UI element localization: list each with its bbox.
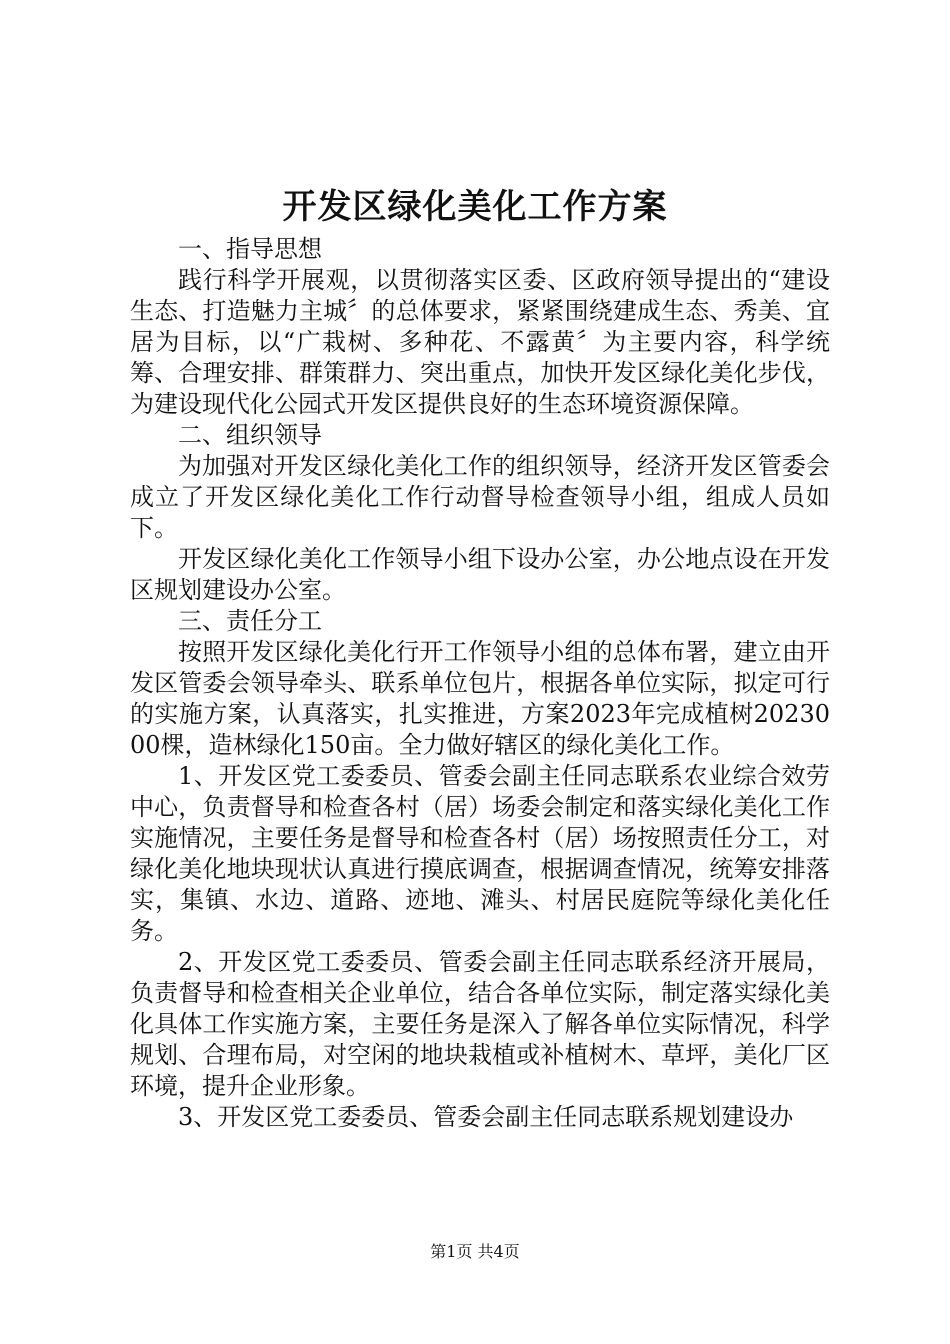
document-title: 开发区绿化美化工作方案 bbox=[282, 187, 668, 227]
list-item: 2、开发区党工委委员、管委会副主任同志联系经济开展局，负责督导和检查相关企业单位，结合各单位实际，制定落实绿化美化具体工作实施方案，主要任务是深入了解各单位实际情况，科学规划、合理布局，对空闲的地块栽植或补植树木、草坪，美化厂区环境，提升企业形象。 bbox=[130, 948, 830, 1100]
section-heading: 一、指导思想 bbox=[178, 235, 322, 263]
list-item: 3、开发区党工委委员、管委会副主任同志联系规划建设办 bbox=[178, 1103, 794, 1131]
paragraph: 开发区绿化美化工作领导小组下设办公室，办公地点设在开发区规划建设办公室。 bbox=[130, 545, 830, 604]
paragraph: 按照开发区绿化美化行开工作领导小组的总体布署，建立由开发区管委会领导牵头、联系单位包片，根据各单位实际，拟定可行的实施方案，认真落实，扎实推进，方案2023年完成植树2023000棵，造林绿化150亩。全力做好辖区的绿化美化工作。 bbox=[130, 638, 830, 759]
document-body bbox=[130, 234, 830, 1133]
paragraph: 践行科学开展观，以贯彻落实区委、区政府领导提出的“建设生态、打造魅力主城〞的总体要求，紧紧围绕建成生态、秀美、宜居为目标，以“广栽树、多种花、不露黄〞为主要内容，科学统筹、合理安排、群策群力、突出重点，加快开发区绿化美化步伐，为建设现代化公园式开发区提供良好的生态环境资源保障。 bbox=[130, 266, 830, 418]
section-heading: 三、责任分工 bbox=[178, 607, 322, 635]
section-heading: 二、组织领导 bbox=[178, 421, 322, 449]
paragraph: 为加强对开发区绿化美化工作的组织领导，经济开发区管委会成立了开发区绿化美化工作行动督导检查领导小组，组成人员如下。 bbox=[130, 452, 830, 542]
list-item: 1、开发区党工委委员、管委会副主任同志联系农业综合效劳中心，负责督导和检查各村（居）场委会制定和落实绿化美化工作实施情况，主要任务是督导和检查各村（居）场按照责任分工，对绿化美化地块现状认真进行摸底调查，根据调查情况，统筹安排落实，集镇、水边、道路、迹地、滩头、村居民庭院等绿化美化任务。 bbox=[130, 762, 830, 945]
page-number: 第1页 共4页 bbox=[430, 1242, 520, 1261]
